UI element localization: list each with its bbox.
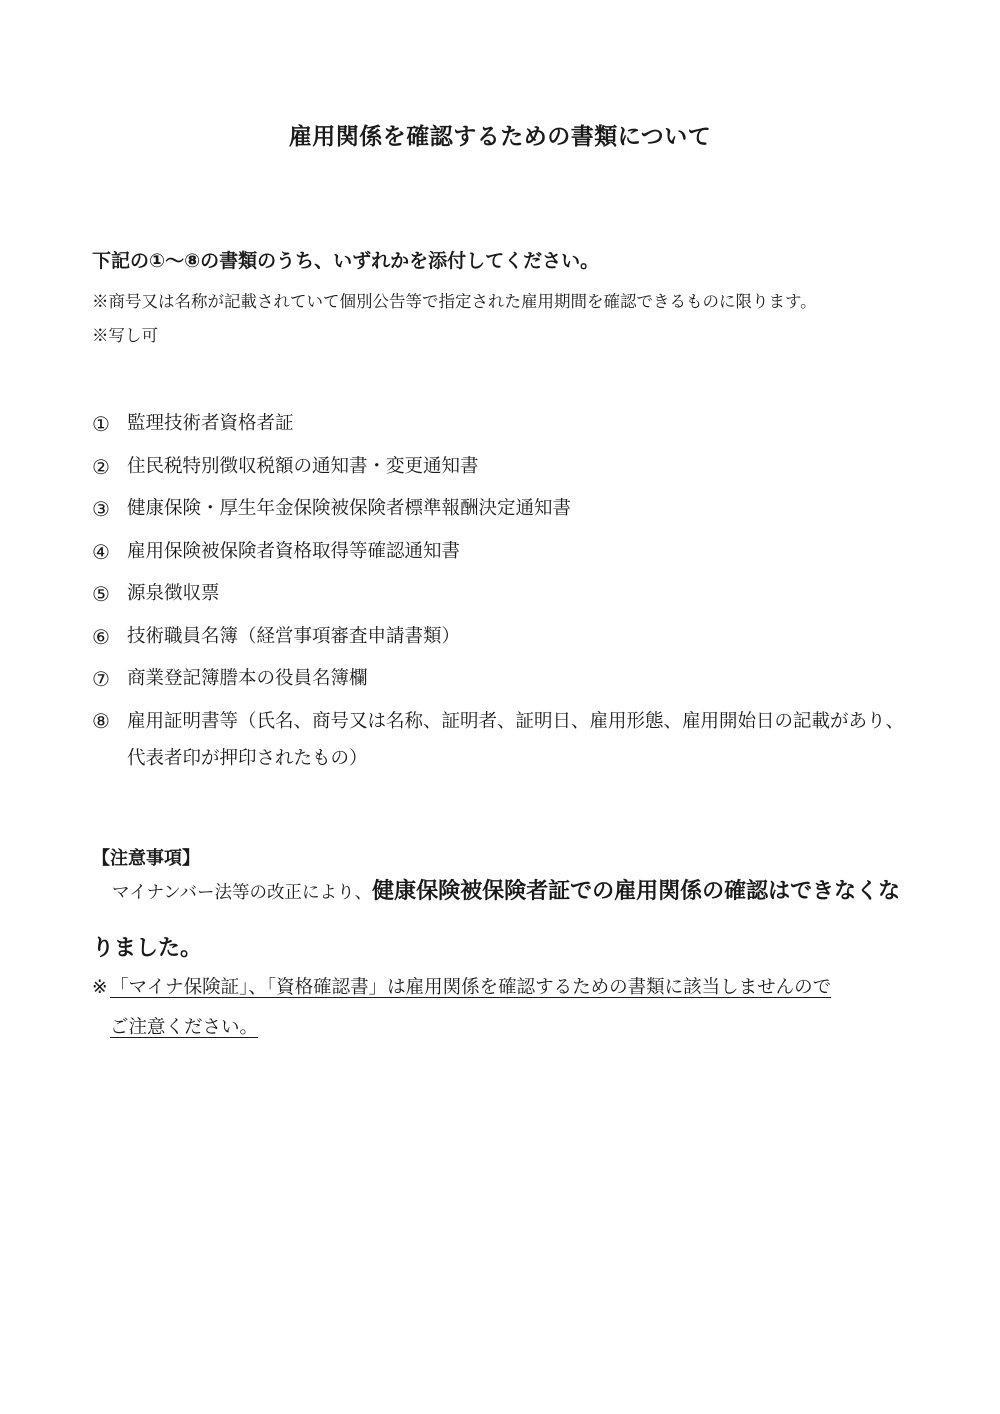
document-list — [92, 408, 912, 777]
list-item — [92, 621, 912, 664]
caution-body — [92, 864, 922, 978]
item-number: ⑤ — [92, 582, 110, 606]
item-text: 源泉徴収票 — [127, 583, 220, 604]
footnote-mark: ※ — [92, 977, 108, 998]
item-text: 住民税特別徴収税額の通知書・変更通知書 — [127, 455, 479, 477]
instruction-text: 下記の①～⑧の書類のうち、いずれかを添付してください。 — [92, 250, 600, 272]
item-number: ② — [92, 454, 110, 479]
footnote-text-1: 「マイナ保険証」、「資格確認書」は雇用関係を確認するための書類に該当しませんので — [110, 977, 832, 998]
item-number: ⑧ — [92, 708, 110, 733]
list-item — [92, 493, 912, 536]
footnote — [92, 968, 912, 1048]
caution-emphasis-text: 健康保険被保険者証での雇用関係の確認はできなくなりました。 — [92, 879, 901, 961]
page-title: 雇用関係を確認するための書類について — [288, 124, 712, 150]
footnote-line-1 — [92, 968, 912, 1008]
list-item — [92, 451, 912, 494]
item-text: 雇用証明書等（氏名、商号又は名称、証明者、証明日、雇用形態、雇用開始日の記載があり、代表者印が押印されたもの） — [127, 710, 905, 769]
item-number: ⑦ — [92, 667, 110, 691]
list-item — [92, 536, 912, 579]
item-number: ③ — [92, 497, 110, 521]
item-text: 監理技術者資格者証 — [127, 413, 294, 434]
note-copy-allowed: ※写し可 — [92, 326, 158, 345]
caution-heading: 【注意事項】 — [92, 848, 200, 869]
item-number: ① — [92, 412, 110, 436]
item-text: 雇用保険被保険者資格取得等確認通知書 — [127, 540, 461, 562]
item-text: 商業登記簿謄本の役員名簿欄 — [127, 668, 368, 689]
item-text: 健康保険・厚生年金保険被保険者標準報酬決定通知書 — [127, 498, 572, 519]
footnote-text-2: ご注意ください。 — [110, 1017, 259, 1038]
caution-plain-text: マイナンバー法等の改正により、 — [112, 883, 373, 903]
list-item — [92, 663, 912, 706]
note-scope: ※商号又は名称が記載されていて個別公告等で指定された雇用期間を確認できるものに限ります。 — [92, 292, 817, 311]
list-item — [92, 408, 912, 451]
list-item — [92, 703, 912, 777]
item-text: 技術職員名簿（経営事項審査申請書類） — [127, 625, 461, 647]
item-number: ④ — [92, 539, 110, 564]
footnote-line-2 — [92, 1008, 912, 1048]
item-number: ⑥ — [92, 624, 110, 649]
list-item — [92, 578, 912, 621]
